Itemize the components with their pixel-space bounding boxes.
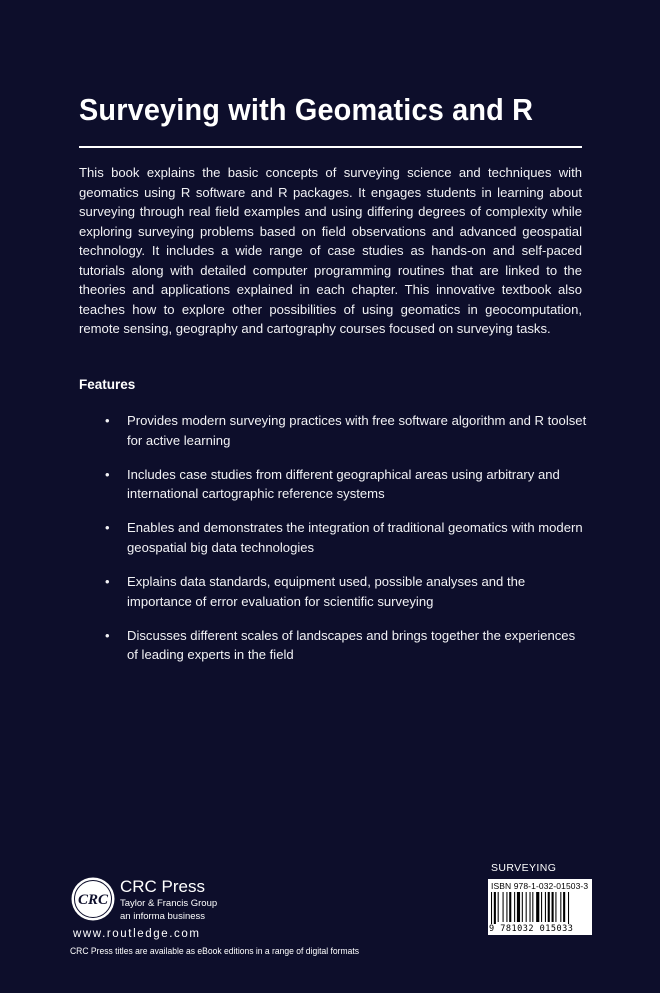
publisher-name: CRC Press: [120, 877, 206, 896]
subject-label: SURVEYING: [491, 862, 557, 874]
title-divider: [79, 146, 582, 148]
feature-text: Provides modern surveying practices with free software algorithm and R toolset for active learning: [127, 413, 587, 448]
isbn-label: ISBN 978-1-032-01503-3: [491, 881, 589, 891]
bullet-icon: •: [105, 574, 110, 590]
publisher-group: Taylor & Francis Group: [120, 898, 218, 909]
barcode-digits: 9 781032 015033: [489, 924, 574, 934]
isbn-barcode: [488, 879, 592, 935]
feature-text: Includes case studies from different geographical areas using arbitrary and international cartographic reference systems: [127, 466, 560, 502]
publisher-business: an informa business: [120, 911, 206, 922]
features-list: [79, 411, 589, 679]
feature-item: [79, 411, 589, 450]
feature-item: [79, 626, 589, 665]
feature-item: [79, 465, 589, 504]
bullet-icon: •: [105, 520, 110, 536]
crc-logo-icon: [70, 876, 116, 922]
publisher-block: [70, 876, 290, 946]
feature-item: [79, 572, 589, 611]
barcode-icon: [491, 892, 589, 924]
bullet-icon: •: [105, 627, 110, 643]
feature-text: Explains data standards, equipment used, possible analyses and the importance of error evaluation for scientific surveying: [127, 574, 526, 609]
ebook-note: CRC Press titles are available as eBook editions in a range of digital formats: [70, 946, 360, 956]
book-title: Surveying with Geomatics and R: [79, 92, 534, 127]
publisher-url: www.routledge.com: [73, 928, 201, 940]
feature-text: Discusses different scales of landscapes and brings together the experiences of leading experts in the field: [127, 627, 576, 663]
book-description: This book explains the basic concepts of surveying science and techniques with geomatics using R software and R packages. It engages students in learning about surveying through real field examples and using differing degrees of complexity while exploring surveying problems based on field observations and advanced geospatial technology. It includes a wide range of case studies as hands-on and self-paced tutorials along with detailed computer programming routines that are linked to the theories and applications explained in each chapter. This innovative textbook also teaches how to explore other possibilities of using geomatics in geocomputation, remote sensing, geography and cartography courses focused on surveying tasks.: [79, 165, 582, 336]
feature-text: Enables and demonstrates the integration of traditional geomatics with modern geospatial big data technologies: [127, 520, 583, 555]
bullet-icon: •: [105, 413, 110, 428]
features-heading: Features: [79, 377, 136, 392]
crc-logo-text: CRC: [77, 892, 109, 908]
feature-item: [79, 518, 589, 557]
bullet-icon: •: [105, 466, 110, 482]
